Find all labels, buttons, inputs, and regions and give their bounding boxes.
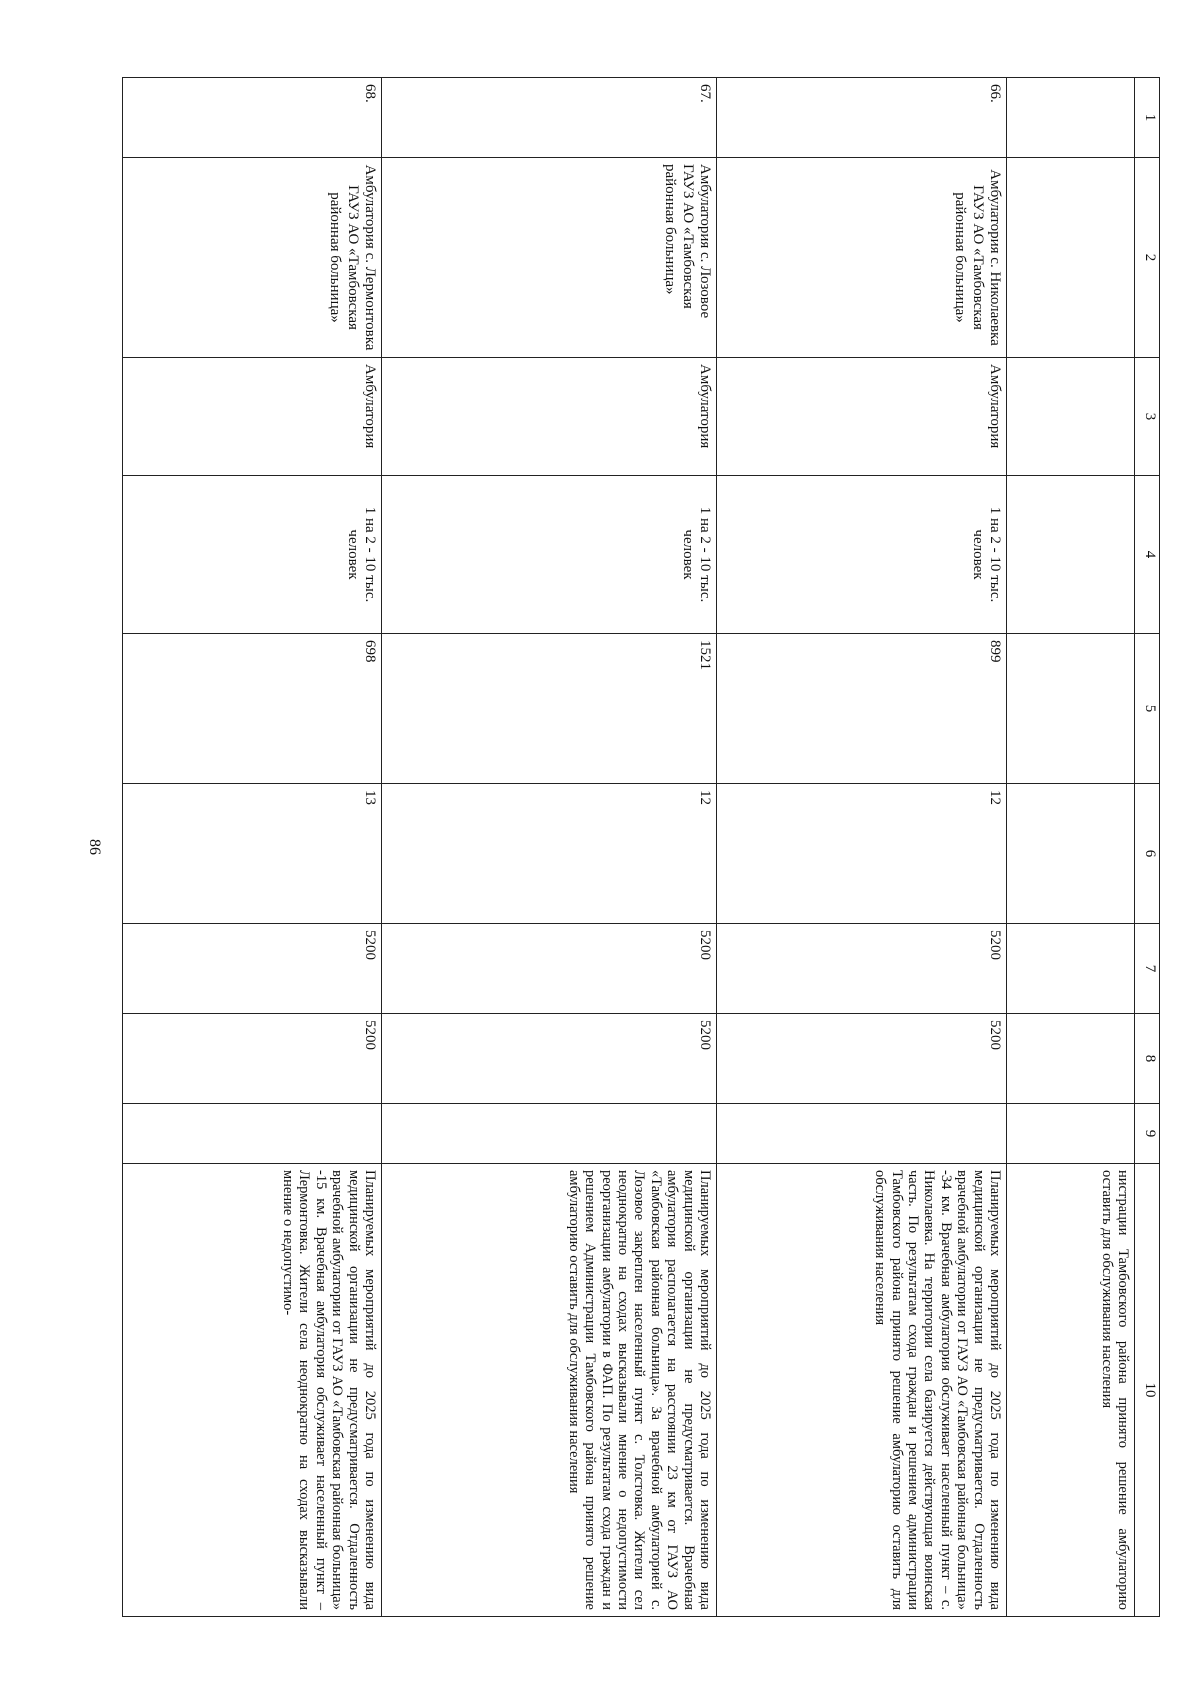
col-header-2: 2 [1135, 158, 1160, 358]
col-header-7: 7 [1135, 924, 1160, 1014]
cell-col6: 12 [717, 784, 1007, 924]
cell-empty [1007, 784, 1135, 924]
data-table [122, 77, 1160, 1617]
cell-col9 [123, 1104, 382, 1164]
cell-empty [1007, 924, 1135, 1014]
cell-name: Амбулатория с. Николаевка ГАУЗ АО «Тамбовская районная больница» [717, 158, 1007, 358]
col-header-8: 8 [1135, 1014, 1160, 1104]
cell-empty [1007, 158, 1135, 358]
table-row [717, 78, 1007, 1617]
cell-norm: 1 на 2 - 10 тыс. человек [123, 476, 382, 634]
cell-name: Амбулатория с. Лозовое ГАУЗ АО «Тамбовская районная больница» [382, 158, 717, 358]
cell-type: Амбулатория [382, 358, 717, 476]
cell-norm: 1 на 2 - 10 тыс. человек [717, 476, 1007, 634]
col-header-5: 5 [1135, 634, 1160, 784]
col-header-1: 1 [1135, 78, 1160, 158]
col-header-3: 3 [1135, 358, 1160, 476]
cell-empty [1007, 1014, 1135, 1104]
col-header-10: 10 [1135, 1164, 1160, 1617]
cell-col7: 5200 [123, 924, 382, 1014]
cell-empty [1007, 476, 1135, 634]
cell-empty [1007, 358, 1135, 476]
cell-col7: 5200 [382, 924, 717, 1014]
cell-col8: 5200 [717, 1014, 1007, 1104]
cell-empty [1007, 634, 1135, 784]
cell-col7: 5200 [717, 924, 1007, 1014]
cell-population: 698 [123, 634, 382, 784]
cell-col8: 5200 [123, 1014, 382, 1104]
cell-col9 [717, 1104, 1007, 1164]
cell-type: Амбулатория [717, 358, 1007, 476]
cell-name: Амбулатория с. Лермонтовка ГАУЗ АО «Тамбовская районная больница» [123, 158, 382, 358]
cell-notes: Планируемых мероприятий до 2025 года по изменению вида медицинской организации не предусматривается. Врачебная амбулатория располагается на расстоянии 23 км от ГАУЗ АО «Тамбовская районная больница». За врачебной амбулаторией с. Лозовое закреплен населенный пункт с. Толстовка. Жители сел неоднократно на сходах высказывали мнение о недопустимости реорганизации амбулатории в ФАП. По результатам схода граждан и решением Администрации Тамбовского района принято решение амбулаторию оставить для обслуживания населения [382, 1164, 717, 1617]
cell-num: 67. [382, 78, 717, 158]
page-number: 86 [86, 839, 103, 855]
cell-type: Амбулатория [123, 358, 382, 476]
cell-num: 66. [717, 78, 1007, 158]
cell-notes: Планируемых мероприятий до 2025 года по изменению вида медицинской организации не предусматривается. Отдаленность врачебной амбулатории от ГАУЗ АО «Тамбовская районная больница» -34 км. Врачебная амбулатория обслуживает населенный пункт – с. Николаевка. На территории села базируется действующая воинская часть. По результатам схода граждан и решением администрации Тамбовского района принято решение амбулаторию оставить для обслуживания населения [717, 1164, 1007, 1617]
cell-population: 1521 [382, 634, 717, 784]
cell-num: 68. [123, 78, 382, 158]
cell-col6: 13 [123, 784, 382, 924]
cell-notes: Планируемых мероприятий до 2025 года по изменению вида медицинской организации не предусматривается. Отдаленность врачебной амбулатории от ГАУЗ АО «Тамбовская районная больница» -15 км. Врачебная амбулатория обслуживает населенный пункт – Лермонтовка. Жители села неоднократно на сходах высказывали мнение о недопустимо- [123, 1164, 382, 1617]
cell-col9 [382, 1104, 717, 1164]
cell-population: 899 [717, 634, 1007, 784]
col-header-4: 4 [1135, 476, 1160, 634]
cell-norm: 1 на 2 - 10 тыс. человек [382, 476, 717, 634]
cell-empty [1007, 1104, 1135, 1164]
rotated-table-container [122, 77, 1160, 1616]
cell-col8: 5200 [382, 1014, 717, 1104]
col-header-9: 9 [1135, 1104, 1160, 1164]
table-row [123, 78, 382, 1617]
table-row [382, 78, 717, 1617]
continuation-row [1007, 78, 1135, 1617]
cell-empty [1007, 78, 1135, 158]
header-row [1135, 78, 1160, 1617]
cell-col6: 12 [382, 784, 717, 924]
cell-notes: нистрации Тамбовского района принято решение амбулаторию оставить для обслуживания населения [1007, 1164, 1135, 1617]
col-header-6: 6 [1135, 784, 1160, 924]
